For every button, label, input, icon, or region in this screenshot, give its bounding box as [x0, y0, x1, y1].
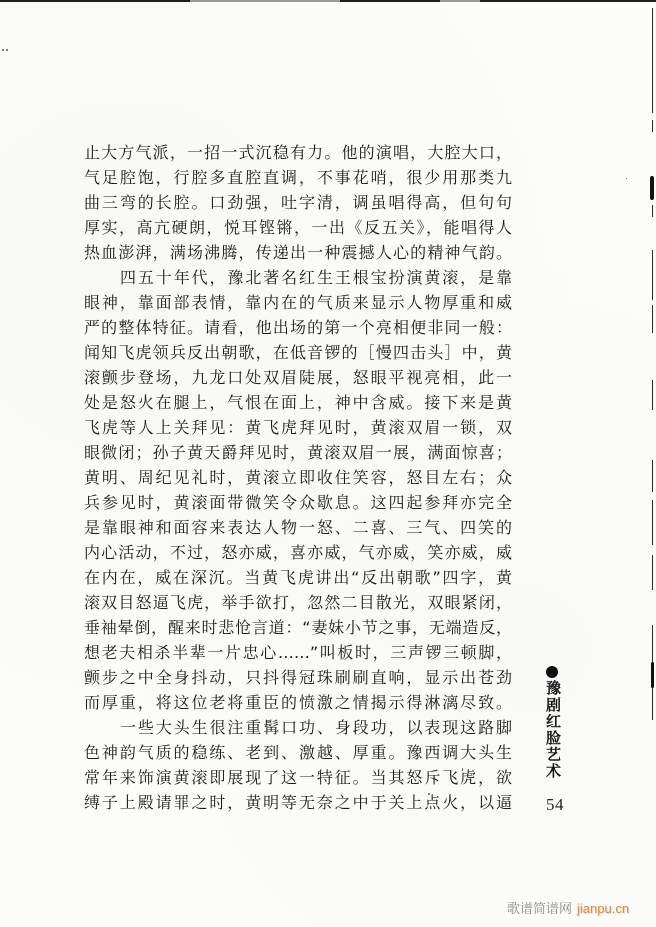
text-line: 想老夫相杀半辈一片忠心……”叫板时，三声锣三顿脚，	[84, 643, 512, 662]
scan-speck	[6, 49, 8, 51]
text-line: 处是怒火在腿上，气恨在面上，神中含威。接下来是黄	[84, 393, 512, 412]
scan-speck	[2, 49, 4, 51]
text-line: 严的整体特征。请看，他出场的第一个亮相便非同一般：	[84, 318, 512, 337]
text-line: 滚颤步登场，九龙口处双眉陡展，怒眼平视亮相，此一	[84, 368, 512, 387]
text-line: 眼神，靠面部表情，靠内在的气质来显示人物厚重和威	[84, 293, 512, 312]
text-line: 滚双目怒逼飞虎，举手欲打，忽然二目散光，双眼紧闭，	[84, 593, 512, 612]
paragraph-first-line: 一些大头生很注重髯口功、身段功，以表现这路脚	[120, 718, 512, 737]
text-line: 常年来饰演黄滚即展现了这一特征。当其怒斥飞虎，欲	[84, 768, 512, 787]
watermark-site-name: 歌谱简谱网	[507, 902, 573, 917]
watermark-domain: jianpu.cn	[577, 901, 630, 916]
scan-edge-right-line	[652, 8, 653, 113]
filled-circle-icon	[546, 666, 558, 678]
page-number: 54	[546, 795, 564, 814]
text-line: 止大方气派，一招一式沉稳有力。他的演唱，大腔大口，	[84, 143, 512, 162]
paragraph-first-line: 四五十年代，豫北著名红生王根宝扮演黄滚，是靠	[120, 268, 512, 287]
scan-edge-top-faint-segment	[440, 0, 480, 2]
scan-edge-top-faint-segment	[190, 0, 340, 2]
text-line: 是靠眼神和面容来表达人物一怒、二喜、三气、四笑的	[84, 518, 512, 537]
text-line: 颤步之中全身抖动，只抖得冠珠刷刷直响，显示出苍劲	[84, 668, 512, 687]
text-line: 色神韵气质的稳练、老到、激越、厚重。豫西调大头生	[84, 743, 512, 762]
watermark	[507, 898, 629, 917]
scan-speck	[626, 178, 627, 179]
text-line: 黄明、周纪见礼时，黄滚立即收住笑容，怒目左右；众	[84, 468, 512, 487]
text-line: 而厚重，将这位老将重臣的愤激之情揭示得淋漓尽致。	[84, 693, 512, 712]
running-title-vertical: 豫剧红脸艺术	[544, 680, 562, 780]
text-line: 厚实，高亢硬朗，悦耳铿锵，一出《反五关》，能唱得人	[84, 218, 512, 237]
scan-edge-right-line	[652, 380, 653, 410]
text-line: 兵参见时，黄滚面带微笑令众歇息。这四起参拜亦完全	[84, 493, 512, 512]
text-line: 闻知飞虎领兵反出朝歌，在低音锣的［慢四击头］中，黄	[84, 343, 512, 362]
scan-edge-right-line	[652, 305, 653, 333]
text-line: 在内在，威在深沉。当黄飞虎讲出“反出朝歌”四字，黄	[84, 568, 512, 587]
scan-edge-right-line	[652, 250, 653, 300]
text-line: 内心活动，不过，怒亦威，喜亦威，气亦威，笑亦威，威	[84, 543, 512, 562]
scan-edge-right-blot	[651, 662, 654, 688]
text-line: 缚子上殿请罪之时，黄明等无奈之中于关上点火，以逼	[84, 793, 512, 812]
body-text-block	[84, 140, 512, 815]
text-line: 气足腔饱，行腔多直腔直调，不事花哨，很少用那类九	[84, 168, 512, 187]
scan-edge-right-line	[652, 555, 653, 590]
scan-edge-right-line	[652, 500, 653, 545]
text-line: 眼微闭；孙子黄天爵拜见时，黄滚双眉一展，满面惊喜；	[84, 443, 512, 462]
text-line: 热血澎湃，满场沸腾，传递出一种震撼人心的精神气韵。	[84, 243, 512, 262]
text-line: 垂袖晕倒，醒来时悲怆言道：“妻妹小节之事，无端造反，	[84, 618, 512, 637]
text-line: 飞虎等人上关拜见：黄飞虎拜见时，黄滚双眉一锁，双	[84, 418, 512, 437]
scan-edge-right-line	[652, 205, 653, 217]
text-line: 曲三弯的长腔。口劲强，吐字清，调虽唱得高，但句句	[84, 193, 512, 212]
scan-edge-right-blot	[650, 176, 654, 200]
scan-edge-right-line	[652, 460, 653, 492]
scan-edge-right-line	[652, 120, 653, 132]
